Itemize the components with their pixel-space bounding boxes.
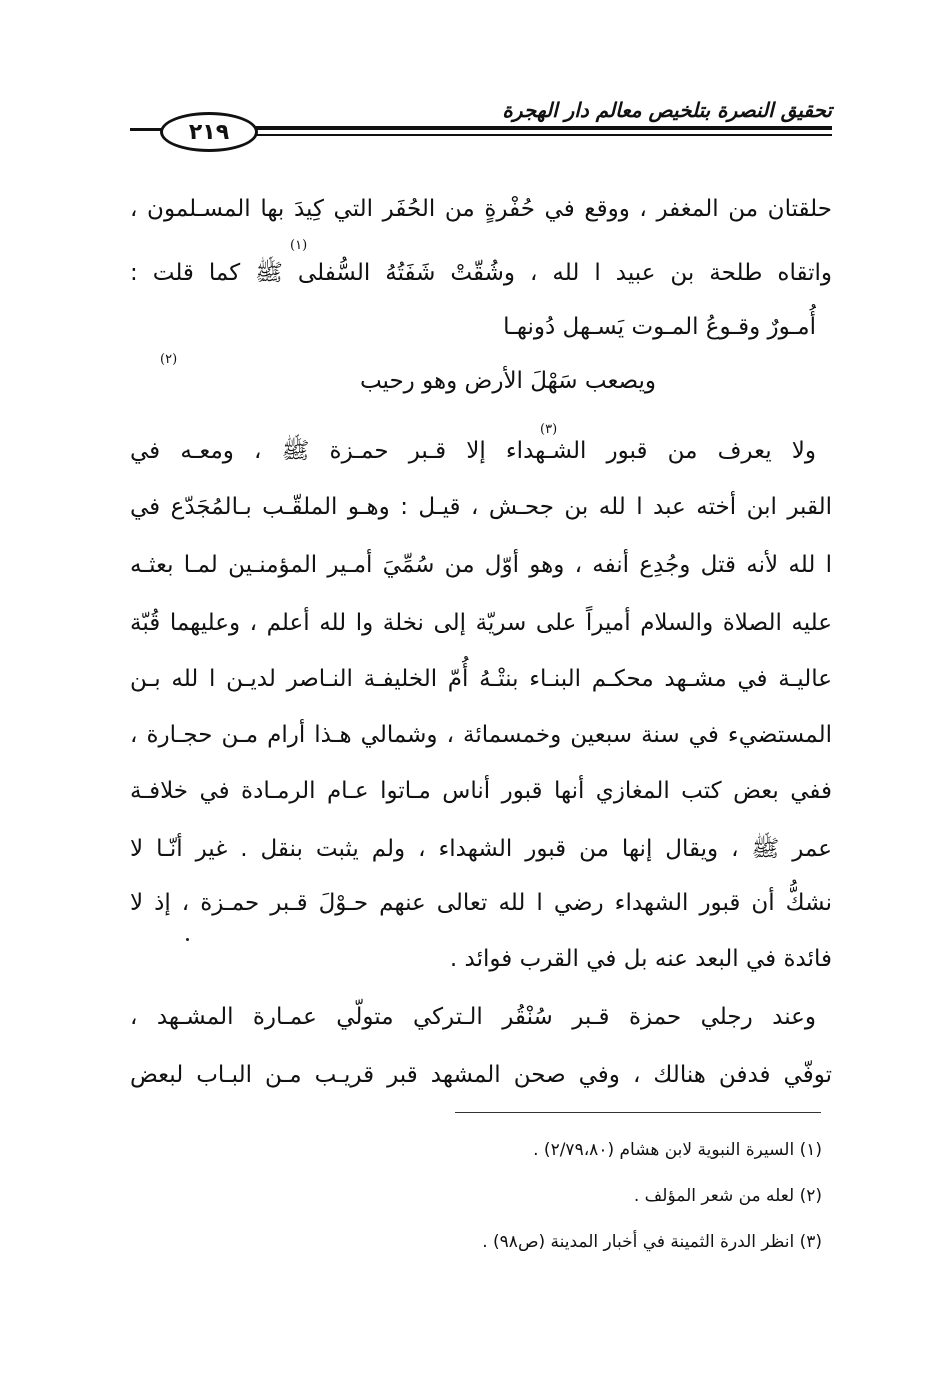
body-line-12: فائدة في البعد عنه بل في القرب فوائد . bbox=[449, 946, 832, 972]
body-line-4: القبر ابن أخته عبد ا لله بن جحـش ، قيـل : وهـو الملقّـب بـالمُجَدّع في bbox=[130, 494, 832, 520]
body-line-6: عليه الصلاة والسلام أميراً على سريّة إلى نخلة وا لله أعلم ، وعليهما قُبّة bbox=[130, 610, 832, 636]
footnote-marker-1: (١) bbox=[290, 238, 308, 253]
body-line-3: ولا يعرف من قبور الشـهداء إلا قـبر حمـزة ﷺ ، ومعـه في bbox=[130, 438, 816, 464]
body-line-13: وعند رجلي حمزة قـبر سُنْقُر الـتركي متولّي عمـارة المشـهد ، bbox=[130, 1004, 816, 1030]
footnote-3: (٣) انظر الدرة الثمينة في أخبار المدينة (ص٩٨) . bbox=[482, 1232, 822, 1252]
footnote-1: (١) السيرة النبوية لابن هشام (٢/٧٩،٨٠) . bbox=[533, 1140, 822, 1160]
scan-speck bbox=[186, 938, 189, 941]
body-line-11: نشكُّ أن قبور الشهداء رضي ا لله تعالى عنهم حـوْلَ قـبر حمـزة ، إذ لا bbox=[130, 890, 832, 916]
verse-hemistich-1: أُمـورٌ وقـوعُ المـوت يَسـهل دُونهـا bbox=[503, 314, 816, 340]
body-line-5: ا لله لأنه قتل وجُدِع أنفه ، وهو أوّل من سُمِّيَ أمـير المؤمنـين لمـا بعثـه bbox=[130, 552, 832, 578]
running-title: تحقيق النصرة بتلخيص معالم دار الهجرة bbox=[502, 98, 832, 122]
header-dash bbox=[130, 128, 164, 131]
body-line-14: توفّي فدفن هنالك ، وفي صحن المشهد قبر قريـب مـن البـاب لبعض bbox=[130, 1062, 832, 1088]
footnote-rule bbox=[455, 1112, 821, 1113]
body-line-2 bbox=[130, 258, 832, 292]
body-line-10: عمر ﷺ ، ويقال إنها من قبور الشهداء ، ولم يثبت بنقل . غير أنّـا لا bbox=[130, 836, 832, 862]
page-number: ٢١٩ bbox=[160, 112, 258, 152]
body-line-1: حلقتان من المغفر ، ووقع في حُفْرةٍ من الحُفَر التي كِيدَ بها المسـلمون ، bbox=[130, 196, 832, 222]
body-line-2-text: واتقاه طلحة بن عبيد ا لله ، وشُقّتْ شَفَتُهُ السُّفلى ﷺ كما قلت : bbox=[130, 260, 832, 286]
verse-hemistich-2: ويصعب سَهْلَ الأرض وهو رحيب bbox=[359, 368, 656, 394]
footnote-marker-2: (٢) bbox=[160, 352, 178, 367]
header-rule-thin bbox=[252, 134, 832, 136]
body-line-7: عاليـة في مشـهد محكـم البنـاء بنتْـهُ أُمّ الخليفـة النـاصر لديـن ا لله بـن bbox=[130, 666, 832, 692]
header-rule bbox=[248, 126, 832, 130]
footnote-marker-3: (٣) bbox=[540, 422, 558, 437]
body-line-8: المستضيء في سنة سبعين وخمسمائة ، وشمالي هـذا أرام مـن حجـارة ، bbox=[130, 722, 832, 748]
footnote-2: (٢) لعله من شعر المؤلف . bbox=[633, 1186, 822, 1206]
body-line-9: ففي بعض كتب المغازي أنها قبور أناس مـاتوا عـام الرمـادة في خلافـة bbox=[130, 778, 832, 804]
